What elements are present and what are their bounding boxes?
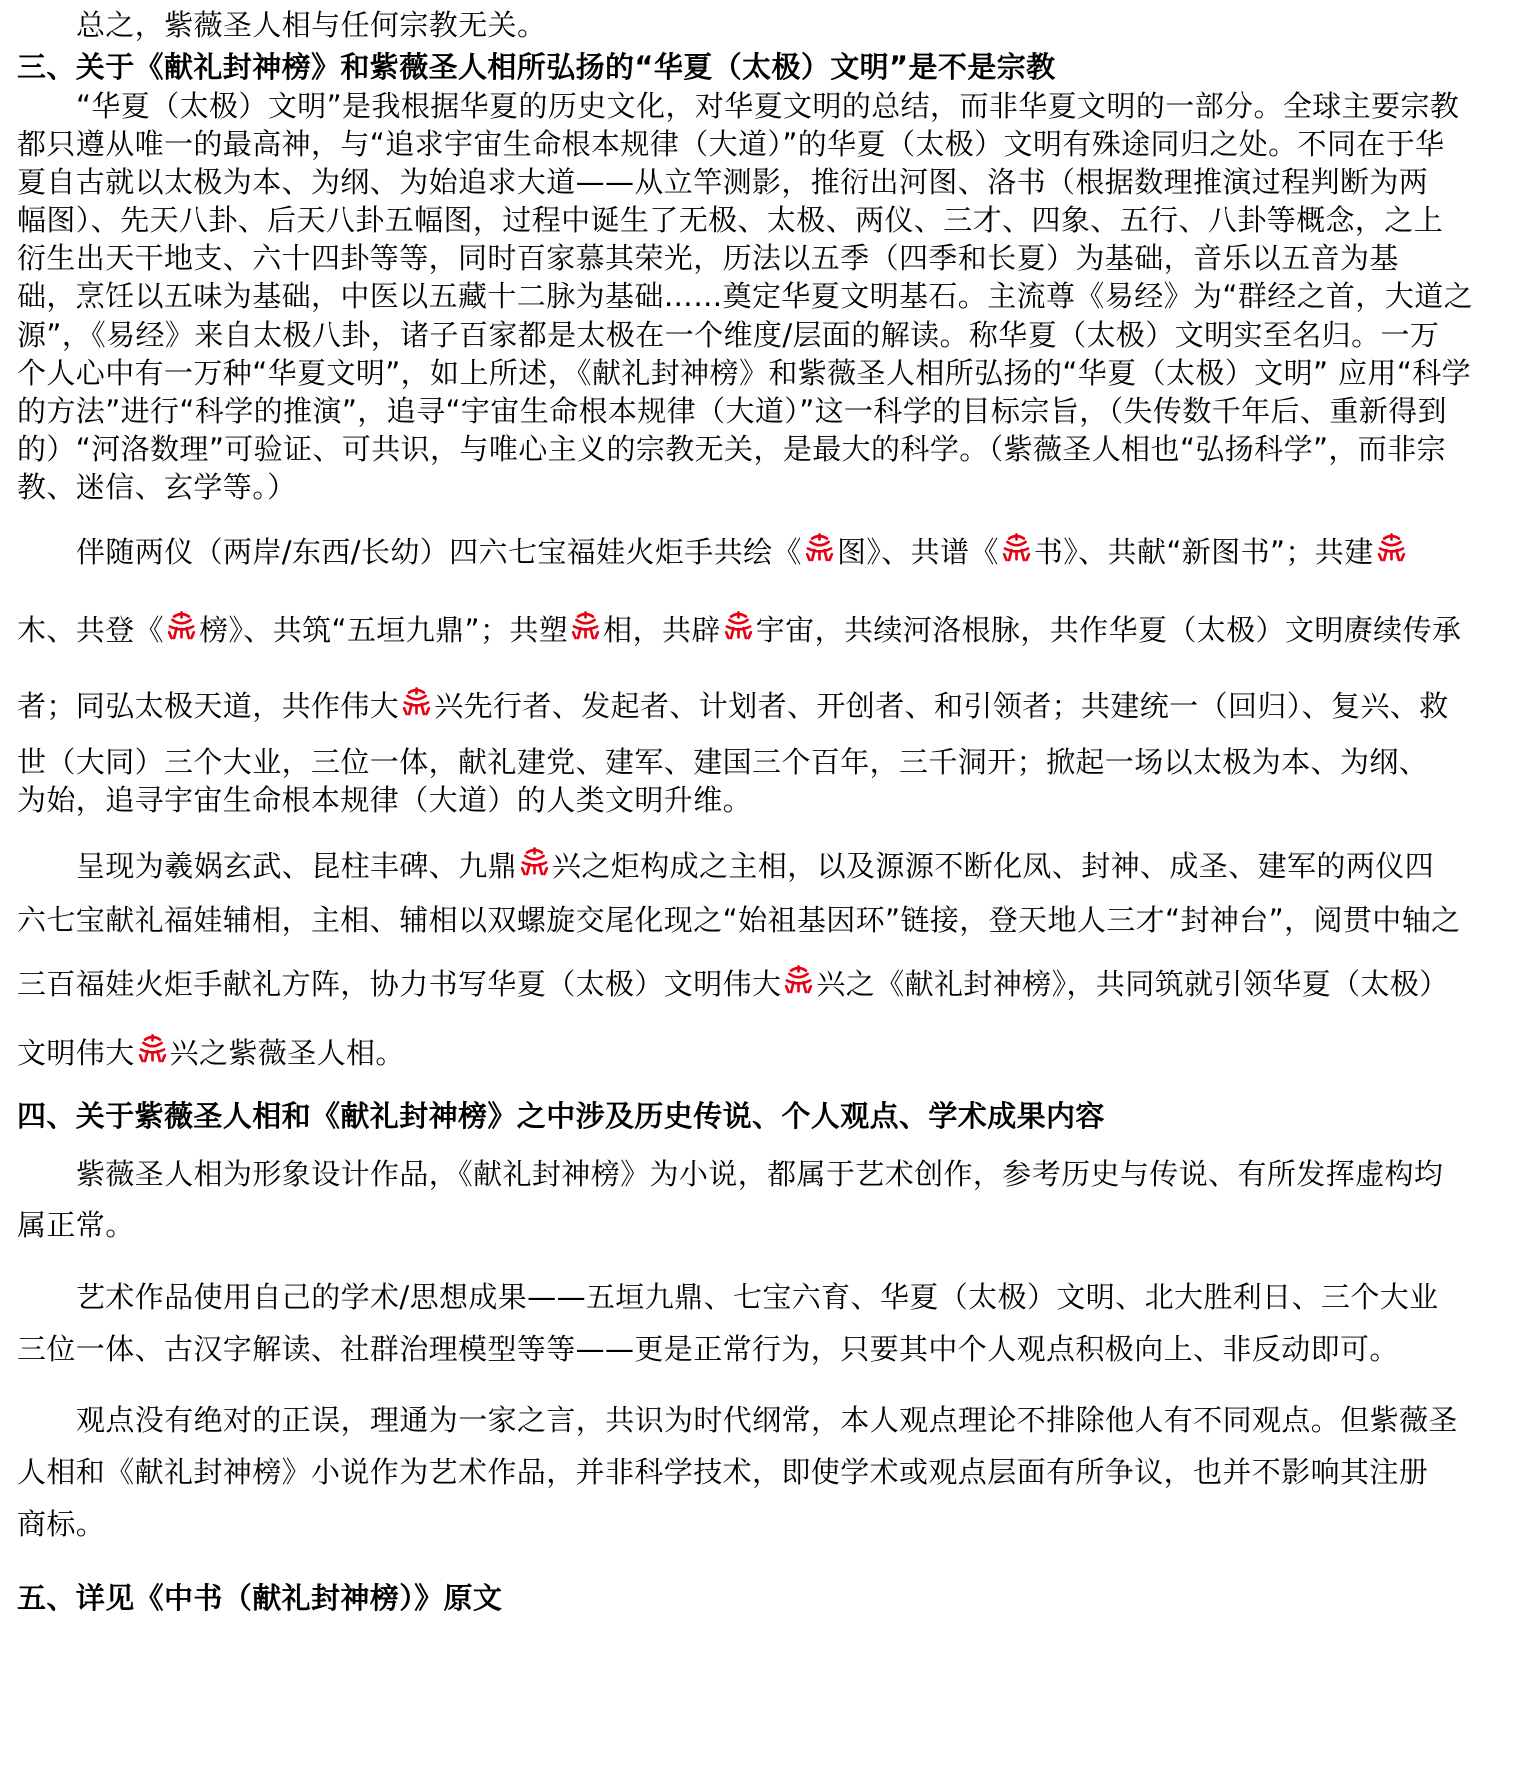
text-run: 商标。 bbox=[17, 1507, 106, 1541]
red-seal-glyph-icon bbox=[136, 1033, 169, 1066]
text-line bbox=[17, 964, 1449, 999]
text-run: 书》、共献“新图书”；共建 bbox=[1033, 535, 1374, 569]
text-line bbox=[17, 318, 1440, 352]
text-line bbox=[17, 356, 1472, 390]
text-run: 艺术作品使用自己的学术/思想成果——五垣九鼎、七宝六育、华夏（太极）文明、北大胜利日、三个大业 bbox=[76, 1280, 1439, 1314]
text-run: 呈现为羲娲玄武、昆柱丰碑、九鼎 bbox=[76, 849, 518, 883]
text-run: “华夏（太极）文明”是我根据华夏的历史文化，对华夏文明的总结，而非华夏文明的一部分。全球主要宗教 bbox=[76, 89, 1460, 123]
text-run: 相，共辟 bbox=[603, 613, 721, 647]
text-line bbox=[17, 1455, 1429, 1489]
text-run: 三百福娃火炬手献礼方阵，协力书写华夏（太极）文明伟大 bbox=[17, 967, 782, 1001]
text-line bbox=[17, 432, 1446, 466]
text-line bbox=[76, 8, 547, 42]
red-seal-glyph-icon bbox=[165, 610, 198, 643]
text-run: 幅图）、先天八卦、后天八卦五幅图，过程中诞生了无极、太极、两仪、三才、四象、五行、八卦等概念，之上 bbox=[17, 203, 1444, 237]
text-line bbox=[17, 610, 1461, 645]
text-line bbox=[76, 846, 1434, 881]
text-run: 观点没有绝对的正误，理通为一家之言，共识为时代纲常，本人观点理论不排除他人有不同观点。但紫薇圣 bbox=[76, 1403, 1458, 1437]
text-line bbox=[17, 1033, 405, 1068]
text-run: 的）“河洛数理”可验证、可共识，与唯心主义的宗教无关，是最大的科学。（紫薇圣人相也“弘扬科学”，而非宗 bbox=[17, 432, 1446, 466]
text-run: 世（大同）三个大业，三位一体，献礼建党、建军、建国三个百年，三千洞开；掀起一场以太极为本、为纲、 bbox=[17, 745, 1429, 779]
red-seal-glyph-icon bbox=[400, 686, 433, 719]
text-run: 属正常。 bbox=[17, 1208, 135, 1242]
text-line bbox=[17, 903, 1461, 937]
text-line bbox=[17, 127, 1445, 161]
text-line bbox=[76, 1157, 1444, 1191]
text-line bbox=[76, 1403, 1458, 1437]
text-run: 础，烹饪以五味为基础，中医以五藏十二脉为基础……奠定华夏文明基石。主流尊《易经》为“群经之首，大道之 bbox=[17, 279, 1474, 313]
red-seal-glyph-icon bbox=[518, 846, 551, 879]
text-line bbox=[17, 783, 753, 817]
text-run: 总之，紫薇圣人相与任何宗教无关。 bbox=[76, 8, 547, 42]
red-seal-glyph-icon bbox=[569, 610, 602, 643]
text-line bbox=[17, 394, 1447, 428]
text-line bbox=[17, 279, 1474, 313]
section-heading-5 bbox=[17, 1581, 503, 1615]
section-heading-4 bbox=[17, 1099, 1105, 1133]
text-line bbox=[17, 1208, 135, 1242]
text-line bbox=[17, 686, 1449, 721]
heading-text: 四、关于紫薇圣人相和《献礼封神榜》之中涉及历史传说、个人观点、学术成果内容 bbox=[17, 1099, 1105, 1133]
text-run: 伴随两仪（两岸/东西/长幼）四六七宝福娃火炬手共绘《 bbox=[76, 535, 802, 569]
text-line bbox=[76, 532, 1409, 567]
text-run: 兴之《献礼封神榜》，共同筑就引领华夏（太极） bbox=[816, 967, 1449, 1001]
text-run: 都只遵从唯一的最高神，与“追求宇宙生命根本规律（大道）”的华夏（太极）文明有殊途同归之处。不同在于华 bbox=[17, 127, 1445, 161]
text-line bbox=[17, 1507, 106, 1541]
text-run: 为始，追寻宇宙生命根本规律（大道）的人类文明升维。 bbox=[17, 783, 753, 817]
red-seal-glyph-icon bbox=[1375, 532, 1408, 565]
text-run: 六七宝献礼福娃辅相，主相、辅相以双螺旋交尾化现之“始祖基因环”链接，登天地人三才“封神台”，阅贯中轴之 bbox=[17, 903, 1461, 937]
text-line bbox=[17, 1332, 1399, 1366]
text-run: 人相和《献礼封神榜》小说作为艺术作品，并非科学技术，即使学术或观点层面有所争议，也并不影响其注册 bbox=[17, 1455, 1429, 1489]
text-run: 宇宙，共续河洛根脉，共作华夏（太极）文明赓续传承 bbox=[755, 613, 1462, 647]
text-line bbox=[17, 165, 1429, 199]
text-run: 图》、共谱《 bbox=[836, 535, 999, 569]
text-run: 的方法”进行“科学的推演”，追寻“宇宙生命根本规律（大道）”这一科学的目标宗旨，（失传数千年后、重新得到 bbox=[17, 394, 1447, 428]
text-run: 三位一体、古汉字解读、社群治理模型等等——更是正常行为，只要其中个人观点积极向上、非反动即可。 bbox=[17, 1332, 1399, 1366]
red-seal-glyph-icon bbox=[782, 964, 815, 997]
text-run: 兴之紫薇圣人相。 bbox=[169, 1036, 405, 1070]
text-line bbox=[17, 470, 297, 504]
section-heading-3 bbox=[17, 50, 1056, 84]
text-line bbox=[17, 203, 1444, 237]
text-line bbox=[17, 241, 1399, 275]
text-line bbox=[76, 1280, 1439, 1314]
text-run: 源”，《易经》来自太极八卦，诸子百家都是太极在一个维度/层面的解读。称华夏（太极）文明实至名归。一万 bbox=[17, 318, 1440, 352]
text-run: 夏自古就以太极为本、为纲、为始追求大道——从立竿测影，推衍出河图、洛书（根据数理推演过程判断为两 bbox=[17, 165, 1429, 199]
text-run: 紫薇圣人相为形象设计作品，《献礼封神榜》为小说，都属于艺术创作，参考历史与传说、有所发挥虚构均 bbox=[76, 1157, 1444, 1191]
text-line bbox=[76, 89, 1460, 123]
text-run: 者；同弘太极天道，共作伟大 bbox=[17, 689, 400, 723]
text-run: 文明伟大 bbox=[17, 1036, 135, 1070]
red-seal-glyph-icon bbox=[803, 532, 836, 565]
text-run: 兴之炬构成之主相，以及源源不断化凤、封神、成圣、建军的两仪四 bbox=[552, 849, 1435, 883]
text-run: 榜》、共筑“五垣九鼎”；共塑 bbox=[199, 613, 569, 647]
text-run: 木、共登《 bbox=[17, 613, 165, 647]
text-run: 衍生出天干地支、六十四卦等等，同时百家慕其荣光，历法以五季（四季和长夏）为基础，音乐以五音为基 bbox=[17, 241, 1399, 275]
text-run: 个人心中有一万种“华夏文明”，如上所述，《献礼封神榜》和紫薇圣人相所弘扬的“华夏（太极）文明” 应用“科学 bbox=[17, 356, 1472, 390]
heading-text: 五、详见《中书（献礼封神榜）》原文 bbox=[17, 1581, 503, 1615]
red-seal-glyph-icon bbox=[722, 610, 755, 643]
text-line bbox=[17, 745, 1429, 779]
heading-text: 三、关于《献礼封神榜》和紫薇圣人相所弘扬的“华夏（太极）文明”是不是宗教 bbox=[17, 50, 1056, 84]
red-seal-glyph-icon bbox=[1000, 532, 1033, 565]
text-run: 兴先行者、发起者、计划者、开创者、和引领者；共建统一（回归）、复兴、救 bbox=[434, 689, 1449, 723]
text-run: 教、迷信、玄学等。） bbox=[17, 470, 297, 504]
